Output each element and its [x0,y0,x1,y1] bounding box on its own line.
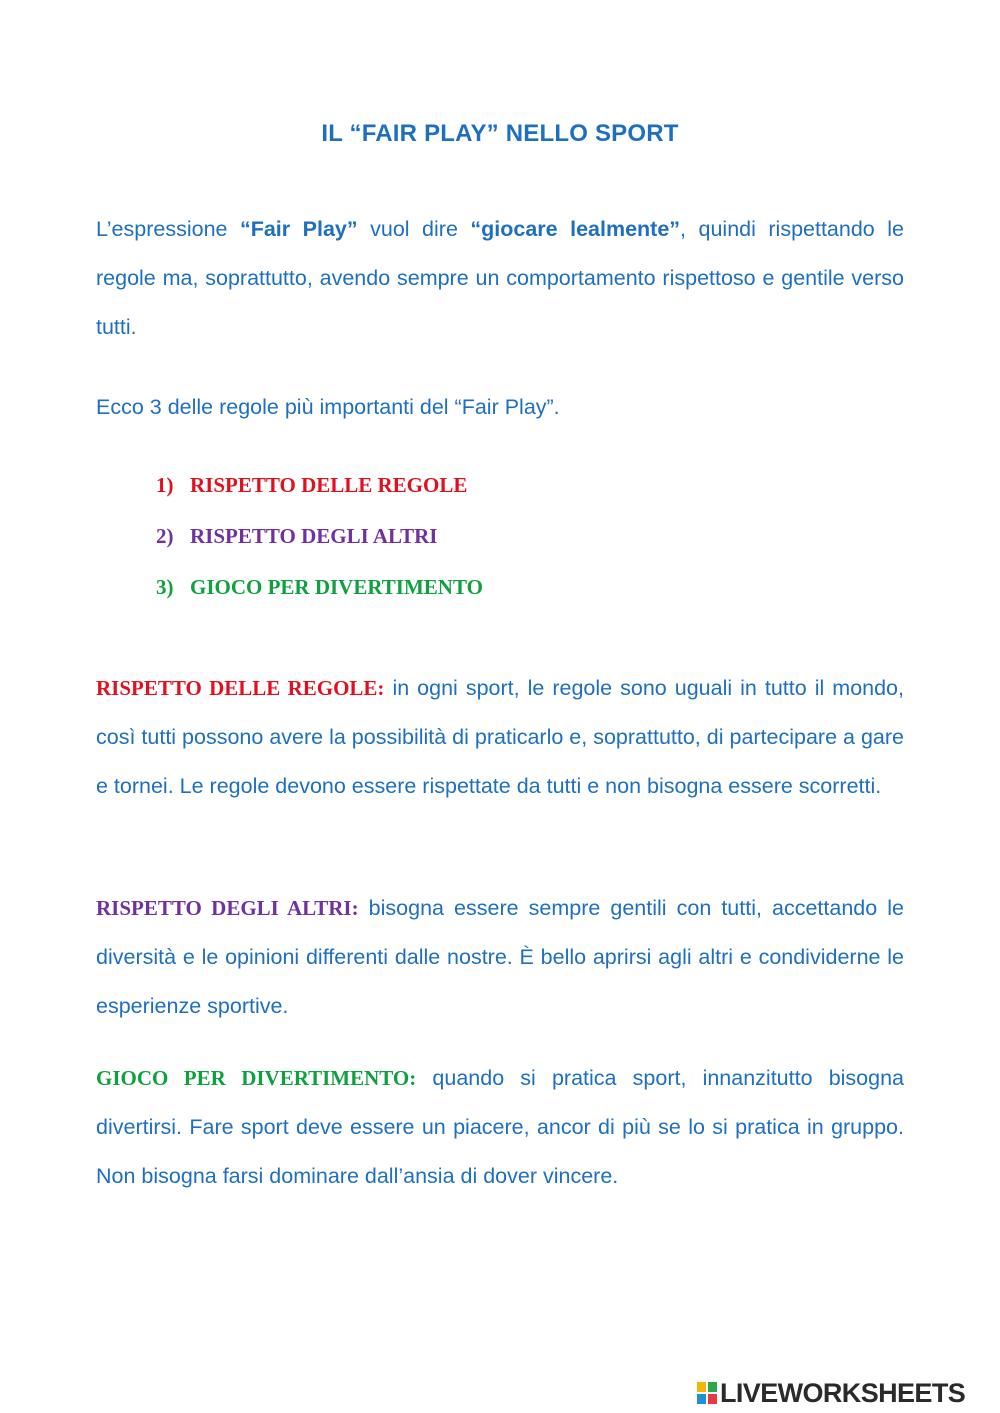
intro-text-2: vuol dire [357,217,471,241]
section-text: quando si pratica sport, innanzitutto bisogna divertirsi. Fare sport deve essere un piacere, ancor di più se lo si pratica in gruppo. Non bisogna farsi dominare dall’ansia di dover vincere. [96,1066,905,1188]
section-heading: RISPETTO DEGLI ALTRI: [96,896,359,920]
section-rispetto-regole [96,664,904,811]
intro-paragraph [96,205,904,352]
rules-list-number: 3) [156,575,174,599]
section-heading: GIOCO PER DIVERTIMENTO: [96,1066,417,1090]
rules-list-number: 2) [156,524,174,548]
section-text: bisogna essere sempre gentili con tutti, accettando le diversità e le opinioni differenti dalle nostre. È bello aprirsi agli altri e condividerne le esperienze sportive. [96,896,904,1018]
intro-text-1: L’espressione [96,217,240,241]
intro-fair-play: “Fair Play” [239,217,358,241]
rules-list-item-1 [156,471,467,499]
section-heading: RISPETTO DELLE REGOLE: [96,676,385,700]
page-title: IL “FAIR PLAY” NELLO SPORT [321,120,679,147]
section-text: in ogni sport, le regole sono uguali in tutto il mondo, così tutti possono avere la possibilità di praticarlo e, soprattutto, di partecipare a gare e tornei. Le regole devono essere rispettate da tutti e non bisogna essere scorretti. [96,676,904,798]
rules-intro: Ecco 3 delle regole più importanti del “Fair Play”. [96,395,560,419]
rules-list-item-3 [156,573,483,601]
rules-list-label: RISPETTO DEGLI ALTRI [190,524,438,548]
liveworksheets-logo-icon [696,1381,718,1405]
logo-text: LIVEWORKSHEETS [720,1377,966,1408]
rules-list-number: 1) [156,473,174,497]
section-gioco-divertimento [96,1054,904,1201]
intro-text-3: , quindi rispettando le regole ma, soprattutto, avendo sempre un comportamento rispettoso e gentile verso tutti. [96,217,904,339]
section-rispetto-altri [96,884,904,1031]
liveworksheets-logo[interactable] [696,1377,965,1409]
rules-list-item-2 [156,522,437,550]
rules-list-label: RISPETTO DELLE REGOLE [190,473,468,497]
rules-list-label: GIOCO PER DIVERTIMENTO [190,575,483,599]
intro-giocare-lealmente: “giocare lealmente” [470,217,681,241]
